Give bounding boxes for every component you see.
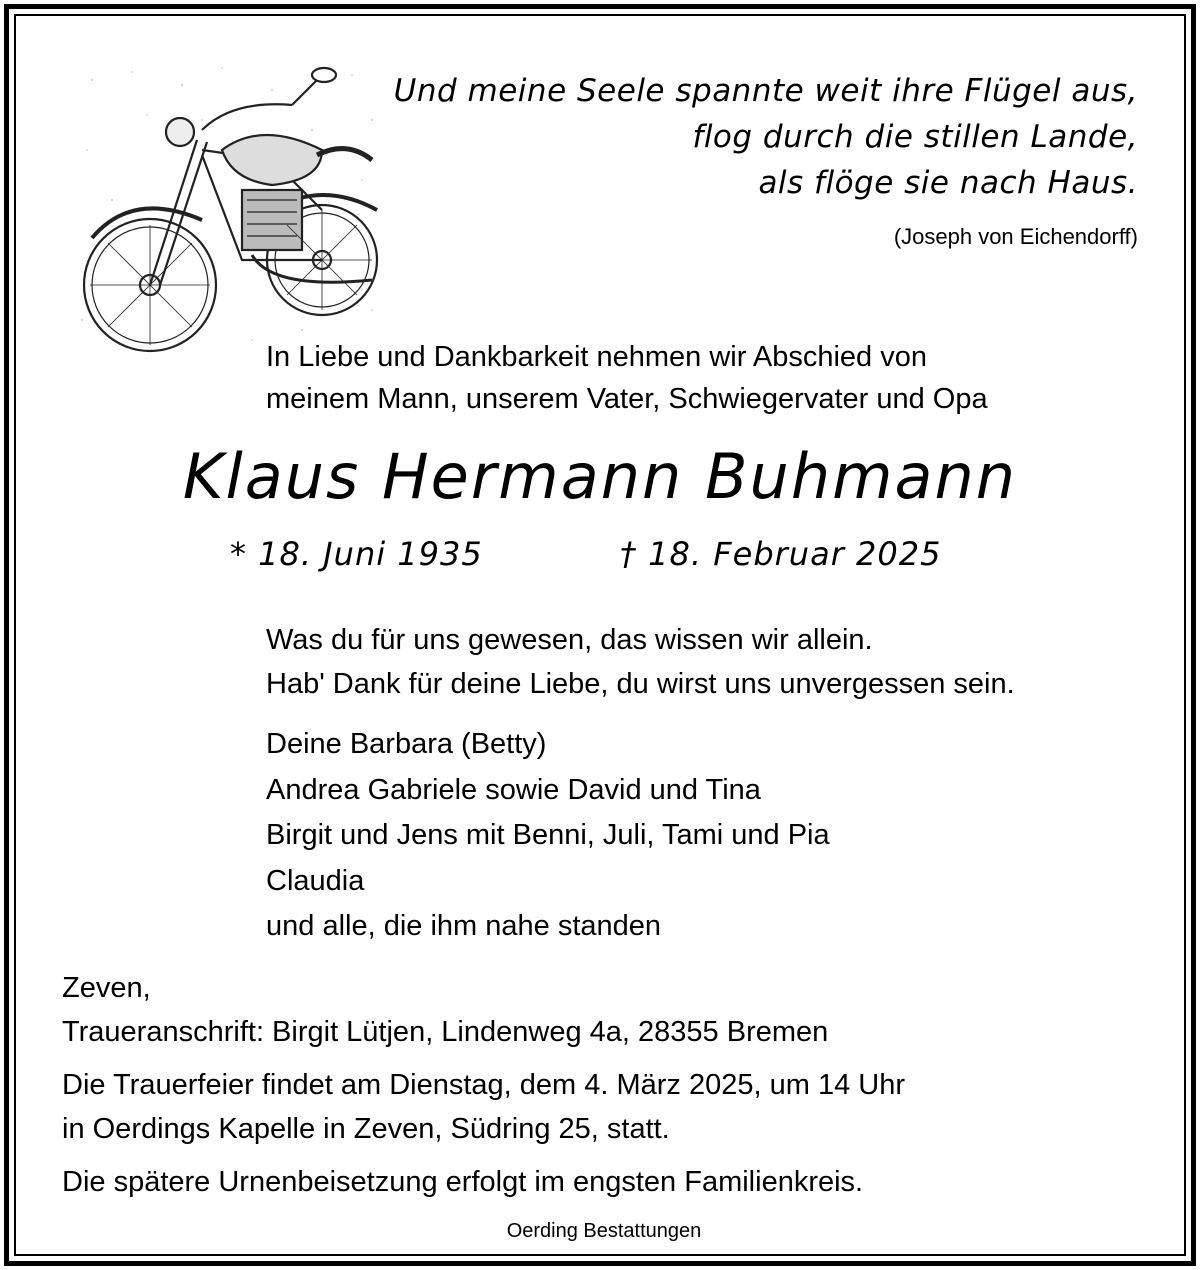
mourner-line: Birgit und Jens mit Benni, Juli, Tami und Pia xyxy=(266,819,830,851)
ceremony-line: Die Trauerfeier findet am Dienstag, dem 4. März 2025, um 14 Uhr xyxy=(62,1069,905,1101)
mourner-line: Claudia xyxy=(266,864,365,897)
ceremony-line: in Oerdings Kapelle in Zeven, Südring 25, statt. xyxy=(62,1113,670,1145)
undertaker-name: Oerding Bestattungen xyxy=(506,1220,702,1242)
eichendorff-quote xyxy=(394,68,1138,206)
urn-burial-note: Die spätere Urnenbeisetzung erfolgt im engsten Familienkreis. xyxy=(62,1166,864,1198)
verse-line: Hab' Dank für deine Liebe, du wirst uns unvergessen sein. xyxy=(266,668,1015,700)
birth-date: * 18. Juni 1935 xyxy=(230,535,483,573)
motorcycle-sketch-icon xyxy=(72,60,382,355)
mourner-line: Andrea Gabriele sowie David und Tina xyxy=(266,773,761,806)
quote-line: flog durch die stillen Lande, xyxy=(692,119,1138,155)
mourner-line: und alle, die ihm nahe standen xyxy=(266,910,662,942)
verse-line: Was du für uns gewesen, das wissen wir allein. xyxy=(266,624,873,656)
funeral-ceremony-info xyxy=(62,1063,905,1151)
memorial-verse xyxy=(266,618,1015,706)
deceased-name: Klaus Hermann Buhmann xyxy=(182,440,1018,513)
farewell-intro xyxy=(266,336,988,420)
quote-author: (Joseph von Eichendorff) xyxy=(893,224,1138,249)
intro-line: meinem Mann, unserem Vater, Schwiegervater und Opa xyxy=(266,383,988,415)
mourning-address: Traueranschrift: Birgit Lütjen, Lindenweg 4a, 28355 Bremen xyxy=(62,1016,829,1048)
death-date: † 18. Februar 2025 xyxy=(620,535,942,573)
place: Zeven, xyxy=(62,972,151,1004)
mourners-list xyxy=(266,722,830,950)
mourner-line: Deine Barbara (Betty) xyxy=(266,728,547,760)
quote-line: Und meine Seele spannte weit ihre Flügel aus, xyxy=(393,73,1138,109)
intro-line: In Liebe und Dankbarkeit nehmen wir Abschied von xyxy=(266,341,927,373)
place-and-address xyxy=(62,966,828,1054)
quote-line: als flöge sie nach Haus. xyxy=(758,165,1138,201)
